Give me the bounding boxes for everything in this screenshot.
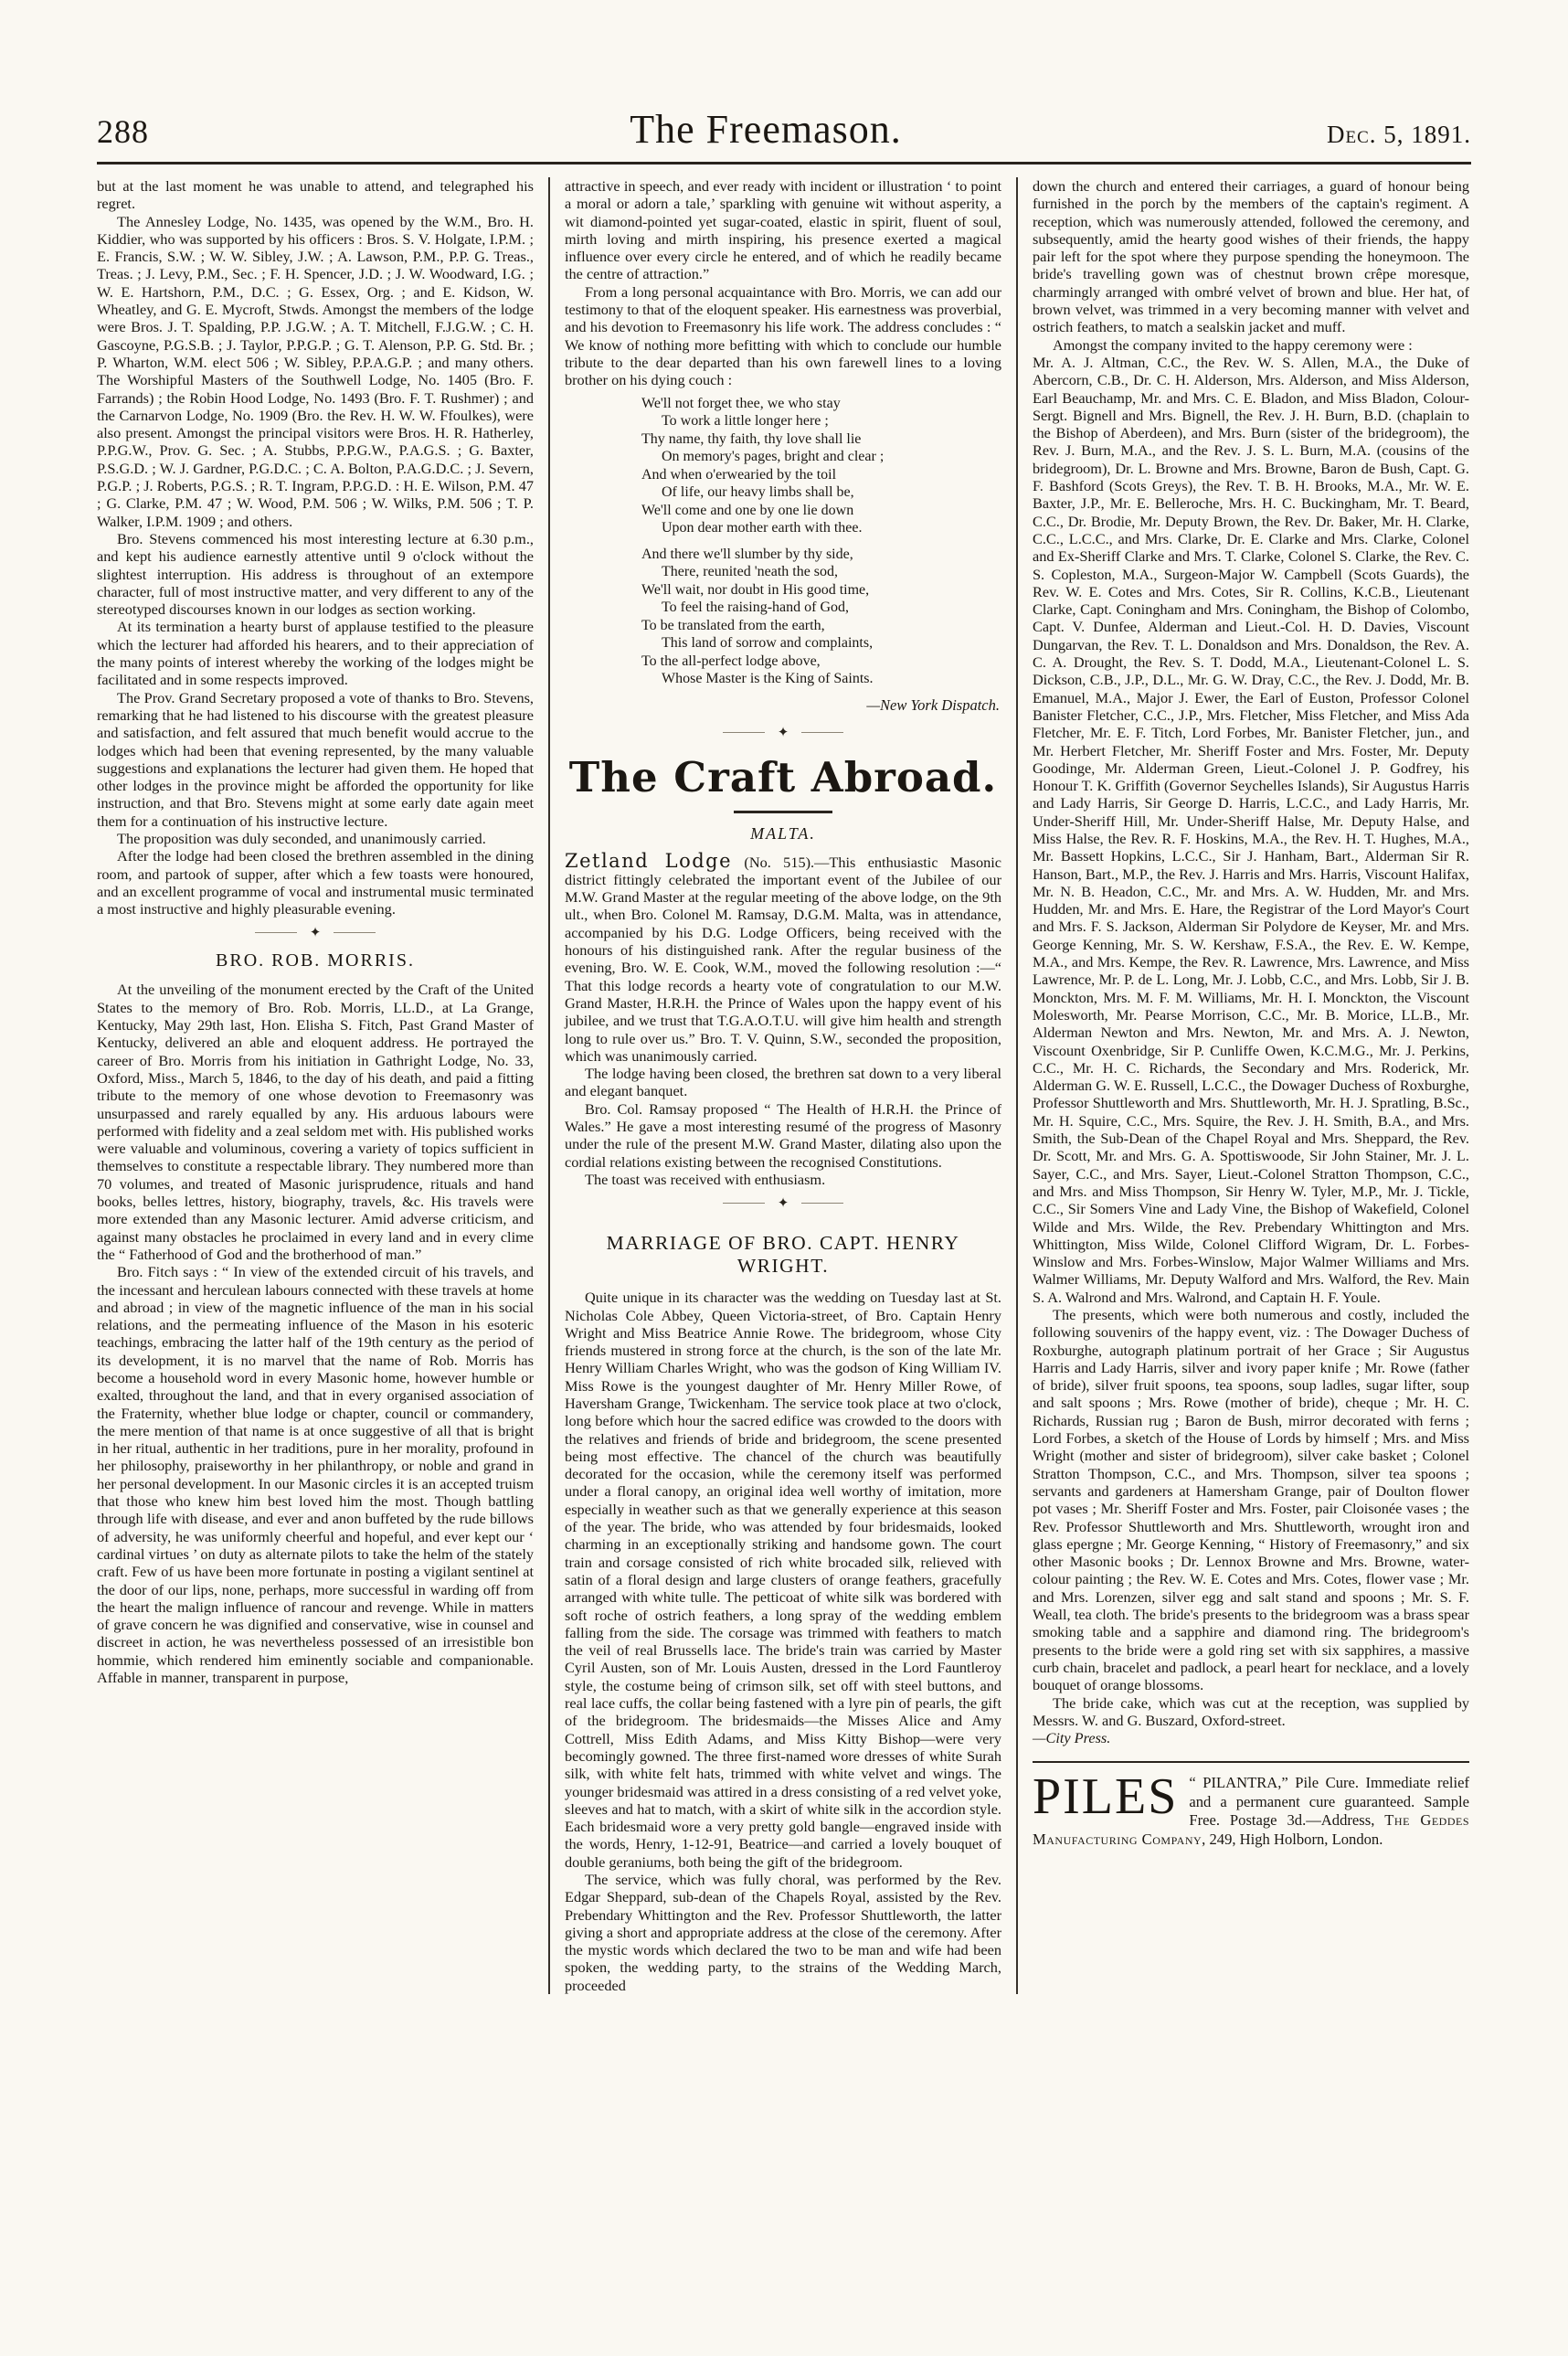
poem-line: We'll wait, nor doubt in His good time, xyxy=(641,581,870,598)
column-layout xyxy=(0,164,1568,1994)
poem-stanza-2 xyxy=(641,546,1001,688)
poem-attribution: —New York Dispatch. xyxy=(866,695,1000,714)
diamond-icon: ✦ xyxy=(309,925,322,940)
ad-company-name: The Geddes Manufacturing Company xyxy=(1033,1811,1469,1848)
poem-line: Upon dear mother earth with thee. xyxy=(662,520,863,536)
advertisement-pilantra xyxy=(1033,1768,1469,1849)
poem-line: To be translated from the earth, xyxy=(641,617,825,633)
poem-line: To feel the raising-hand of God, xyxy=(662,600,850,616)
divider-dash xyxy=(801,1203,843,1204)
column-2 xyxy=(565,177,1001,1994)
poem-line: And when o'erwearied by the toil xyxy=(641,466,837,483)
farewell-poem xyxy=(641,395,1001,688)
paragraph: Bro. Fitch says : “ In view of the extended circuit of his travels, and the incessant and herculean labours connected with these travels at home and abroad ; in view of the magnetic influence of the man in his social relations, and the permeating influence of the Mason in his esoteric teachings, embracing the latter half of the 19th century as the period of its development, it is no marvel that the name of Rob. Morris has become a household word in every Masonic home, however humble or exalted, throughout the land, and that in every organised association of the Fraternity, whether blue lodge or chapter, council or commandery, the mere mention of that name is at once suggestive of all that is bright in her ritual, authentic in her traditions, pure in her morality, profound in her philosophy, praiseworthy in her philanthropy, or noble and grand in her personal development. In our Masonic circles it is an accepted truism that those who knew him best loved him the most. Though battling through life with disease, and ever and anon buffeted by the rude billows of adversity, he was uniformly cheerful and hopeful, and ever kept our ‘ cardinal virtues ’ on duty as alternate pilots to take the helm of the stately craft. Few of us have been more fortunate in posting a vigilant sentinel at the door of our lips, none, perhaps, more successful in warding off from the heart the malign influence of rancour and revenge. While in matters of grave concern he was dignified and conservative, wise in counsel and discreet in action, he was nevertheless possessed of an irresistible bon hommie, which rendered him eminently sociable and companionable. Affable in manner, transparent in purpose, xyxy=(97,1263,534,1687)
paragraph: attractive in speech, and ever ready with incident or illustration ‘ to point a moral or adorn a tale,’ sparkling with genuine wit without asperity, a wit diamond-pointed yet sugar-coated, elastic in spirit, fluent of soul, mirth loving and mirth inspiring, his presence exerted a magical influence over every circle he entered, and of which he readily became the centre of attraction.” xyxy=(565,177,1001,283)
divider-dash xyxy=(255,932,297,933)
column-3 xyxy=(1033,177,1469,1994)
source-attribution: —City Press. xyxy=(1033,1729,1111,1747)
divider-dash xyxy=(334,932,376,933)
section-divider xyxy=(565,718,1001,748)
paragraph: The proposition was duly seconded, and unanimously carried. xyxy=(117,829,486,847)
page-title: The Freemason. xyxy=(630,107,902,152)
poem-line: And there we'll slumber by thy side, xyxy=(641,546,853,562)
diamond-icon: ✦ xyxy=(777,1195,789,1211)
paragraph-zetland-lodge xyxy=(565,849,1001,1066)
poem-line: Whose Master is the King of Saints. xyxy=(662,671,874,687)
article-heading-marriage: MARRIAGE OF BRO. CAPT. HENRY WRIGHT. xyxy=(606,1232,960,1278)
divider-dash xyxy=(801,732,843,733)
paragraph: Quite unique in its character was the wedding on Tuesday last at St. Nicholas Cole Abbey, Queen Victoria-street, of Bro. Captain Henry Wright and Miss Beatrice Annie Rowe. The bridegroom, whose City friends mustered in strong force at the church, is the son of the late Mr. Henry William Charles Wright, who was the godson of King William IV. Miss Rowe is the youngest daughter of Mr. Henry Miller Rowe, of Haversham Grange, Twickenham. The service took place at two o'clock, long before which hour the sacred edifice was crowded to the doors with the relatives and friends of bride and bridegroom, the scene presented being most effective. The chancel of the church was beautifully decorated for the occasion, while the ceremony itself was performed under a floral canopy, an original idea well worthy of imitation, more especially in weather such as that we generally experience at this season of the year. The bride, who was attended by four bridesmaids, looked charming in an exceptionally striking and handsome gown. The court train and corsage consisted of rich white brocaded silk, relieved with satin of a floral design and large clusters of orange feathers, gracefully arranged with white tulle. The petticoat of white silk was bordered with soft roche of ostrich feathers, a long spray of the wedding emblem falling from the side. The corsage was trimmed with feathers to match the veil of real Brussells lace. The bride's train was carried by Master Cyril Austen, son of Mr. Louis Austen, dressed in the Lord Fauntleroy style, the costume being of crimson silk, set off with steel buttons, and real lace cuffs, the collar being fastened with a lyre pin of pearls, the gift of the bridegroom. The bridesmaids—the Misses Alice and Amy Cottrell, Miss Edith Adams, and Miss Kitty Bishop—were very becomingly gowned. The three first-named wore dresses of white Surah silk, with white felt hats, trimmed with white velvet and wings. The younger bridesmaid was attired in a dress consisting of a red velvet yoke, sleeves and hat to match, with a skirt of white silk in the accordion style. Each bridesmaid wore a very pretty gold bangle—engraved inside with the words, Henry, 1-12-91, Beatrice—and carried a lovely bouquet of double geraniums, both being the gift of the bridegroom. xyxy=(565,1289,1001,1871)
paragraph: The service, which was fully choral, was performed by the Rev. Edgar Sheppard, sub-dean of the Chapels Royal, assisted by the Rev. Prebendary Whittington and the Rev. Professor Shuttleworth, the latter giving a short and appropriate address at the close of the ceremony. After the mystic words which declared the two to be man and wife had been spoken, the wedding party, to the strains of the Wedding March, proceeded xyxy=(565,1871,1001,1994)
section-divider xyxy=(97,918,534,947)
paragraph: Bro. Stevens commenced his most interesting lecture at 6.30 p.m., and kept his audience earnestly attentive until 9 o'clock without the slightest interruption. His address is throughout of an extempore character, full of most instructive matter, and very different to any of the stereotyped discourses known in our lodges as section working. xyxy=(97,529,534,619)
divider-dash xyxy=(723,732,765,733)
page-number: 288 xyxy=(97,113,149,150)
poem-line: To work a little longer here ; xyxy=(662,413,829,430)
column-rule xyxy=(1016,177,1018,1994)
diamond-icon: ✦ xyxy=(777,726,789,741)
paragraph: At the unveiling of the monument erected by the Craft of the United States to the memory of Bro. Rob. Morris, LL.D., at La Grange, Kentucky, May 29th last, Hon. Elisha S. Fitch, Past Grand Master of Kentucky, delivered an able and eloquent address. He portrayed the career of Bro. Morris from his initiation in Gathright Lodge, No. 33, Oxford, Miss., March 5, 1846, to the day of his death, and paid a fitting tribute to the memory of one whose devotion to Freemasonry was unsurpassed and rarely equalled by any. His arduous labours were performed with fidelity and a zeal seldom met with. His published works were valuable and voluminous, covering a variety of topics sufficient in themselves to constitute a respectable library. They numbered more than 70 volumes, and treated of Masonic jurisprudence, rituals and hand books, belles lettres, history, biography, travels, &c. His travels were more extended than any Masonic lecturer. Amid adverse criticism, and against many obstacles he proclaimed in every land and in every clime the “ Fatherhood of God and the brotherhood of man.” xyxy=(97,981,534,1263)
lodge-report-text: (No. 515).—This enthusiastic Masonic district fittingly celebrated the important event of the Jubilee of our M.W. Grand Master at the regular meeting of the above lodge, on the 9th ult., when Bro. Colonel M. Ramsay, D.G.M. Malta, was in attendance, accompanied by his D.G. Lodge Officers, being received with the honours of his distinguished rank. After the regular business of the evening, Bro. W. E. Cook, W.M., moved the following resolution :—“ That this lodge records a hearty vote of congratulation to our M.W. Grand Master, H.R.H. the Prince of Wales upon the happy event of his jubilee, and we trust that T.G.A.O.T.U. will give him health and strength long to rule over us.” Bro. T. V. Quinn, S.W., seconded the proposition, which was unanimously carried. xyxy=(565,853,1001,1065)
column-rule xyxy=(548,177,550,1994)
ad-text: “ PILANTRA,” Pile Cure. Immediate relief and a permanent cure guaranteed. Sample Free. Postage 3d.—Address, xyxy=(1189,1774,1469,1830)
advertisement-rule xyxy=(1033,1761,1469,1763)
paragraph: The toast was received with enthusiasm. xyxy=(585,1170,826,1188)
divider-dash xyxy=(723,1203,765,1204)
article-heading-rob-morris: BRO. ROB. MORRIS. xyxy=(216,950,415,971)
paragraph: After the lodge had been closed the brethren assembled in the dining room, and partook of supper, after which a few toasts were honoured, and an excellent programme of vocal and instrumental music terminated a most instructive and highly pleasurable evening. xyxy=(97,847,534,918)
ad-text: , 249, High Holborn, London. xyxy=(1202,1830,1383,1848)
paragraph-presents: The presents, which were both numerous and costly, included the following souvenirs of the happy event, viz. : The Dowager Duchess of Roxburghe, autograph platinum portrait of her Grace ; Sir Augustus Harris and Lady Harris, silver and ivory paper knife ; Mr. Rowe (father of bride), silver fruit spoons, tea spoons, soup ladles, sugar lifter, soup and salt spoons ; Mrs. Rowe (mother of bride), cheque ; Mr. H. C. Richards, Russian rug ; Baron de Bush, mirror decorated with ferns ; Lord Forbes, a sketch of the House of Lords by himself ; Mrs. and Miss Wright (mother and sister of bridegroom), silver cake basket ; Colonel Stratton Thompson, C.C., and Mrs. Thompson, silver tea spoons ; servants and gardeners at Hamersham Grange, pair of Doulton flower pot vases ; Mr. Sheriff Foster and Mrs. Foster, pair Cloisonée vases ; the Rev. Professor Shuttleworth and Mrs. Shuttleworth, wrought iron and glass epergne ; Mr. George Kenning, “ History of Freemasonry,” and six other Masonic books ; Dr. Lennox Browne and Mrs. Browne, water-colour painting ; the Rev. W. E. Cotes and Mrs. Cotes, flower vase ; Mr. and Mrs. Lorenzen, silver egg and salt stand and spoons ; Mr. S. F. Weall, tea cloth. The bride's presents to the bridegroom was a brass spear smoking table and a sapphire and diamond ring. The bridegroom's presents to the bride were a gold ring set with six sapphires, a massive curb chain, bracelet and padlock, a pearl heart for necklace, and a lovely bouquet of orange blossoms. xyxy=(1033,1306,1469,1694)
paragraph: At its termination a hearty burst of applause testified to the pleasure which the lecturer had afforded his hearers, and to their appreciation of the many points of interest whereby the working of the lodges might be facilitated and in some respects improved. xyxy=(97,618,534,689)
heading-rule xyxy=(734,811,832,813)
column-1 xyxy=(97,177,534,1994)
paragraph: Amongst the company invited to the happy ceremony were : xyxy=(1053,335,1413,354)
lodge-name-lead: Zetland Lodge xyxy=(565,849,733,872)
masthead xyxy=(0,0,1568,153)
poem-line: This land of sorrow and complaints, xyxy=(662,635,874,652)
poem-line: On memory's pages, bright and clear ; xyxy=(662,449,885,465)
poem-line: Of life, our heavy limbs shall be, xyxy=(662,484,854,501)
paragraph: The bride cake, which was cut at the reception, was supplied by Messrs. W. and G. Buszard, Oxford-street. xyxy=(1033,1693,1469,1729)
ad-display-word: PILES xyxy=(1033,1768,1179,1826)
subheading-malta: MALTA. xyxy=(750,823,816,843)
poem-line: To the all-perfect lodge above, xyxy=(641,653,821,669)
paragraph: The Prov. Grand Secretary proposed a vote of thanks to Bro. Stevens, remarking that he had listened to his discourse with the greatest pleasure and satisfaction, and felt assured that much benefit would accrue to the lodges which had been that evening represented, by the many valuable suggestions and explanations the lecturer had given them. He hoped that other lodges in the province might be afforded the opportunity for like instruction, and that Bro. Stevens might at some early date again meet them for a continuation of his instructive lecture. xyxy=(97,688,534,830)
paragraph: From a long personal acquaintance with Bro. Morris, we can add our testimony to that of the eloquent speaker. His earnestness was proverbial, and his devotion to Freemasonry his life work. The address concludes : “ We know of nothing more befitting with which to conclude our humble tribute to the dear departed than his own farewell lines to a loving brother on his dying couch : xyxy=(565,282,1001,389)
paragraph: down the church and entered their carriages, a guard of honour being furnished in the porch by the members of the captain's regiment. A reception, which was numerously attended, followed the ceremony, and subsequently, amid the hearty good wishes of their friends, the happy pair left for the spot where they purpose spending the honeymoon. The bride's travelling gown was of chestnut brown crêpe moresque, charmingly arranged with ombré velvet of brown and blue. Her hat, of brown velvet, was trimmed in a very becoming manner with velvet and ostrich feathers, to match a sealskin jacket and muff. xyxy=(1033,177,1469,336)
poem-line: There, reunited 'neath the sod, xyxy=(662,564,839,580)
section-heading-craft-abroad: The Craft Abroad. xyxy=(568,752,998,801)
poem-line: Thy name, thy faith, thy love shall lie xyxy=(641,430,862,447)
paragraph: Bro. Col. Ramsay proposed “ The Health of H.R.H. the Prince of Wales.” He gave a most interesting resumé of the progress of Masonry under the rule of the present M.W. Grand Master, dilating also upon the cordial relations existing between the recognised Constitutions. xyxy=(565,1099,1001,1171)
paragraph-guest-list: Mr. A. J. Altman, C.C., the Rev. W. S. Allen, M.A., the Duke of Abercorn, C.B., Dr. C. H. Alderson, Mrs. Alderson, and Miss Alderson, Earl Beauchamp, Mr. and Mrs. C. E. Bladon, and Miss Bladon, Colour-Sergt. Bignell and Mrs. Bignell, the Rev. J. H. Burn, B.D. (chaplain to the Bishop of Aberdeen), and Mrs. Burn (sister of the bridegroom), the Rev. J. Burn, M.A., and the Rev. J. S. L. Burn, M.A. (cousins of the bridegroom), Dr. L. Browne and Mrs. Browne, Baron de Bush, Capt. G. F. Bashford (Scots Greys), the Rev. T. B. H. Brooks, M.A., Mr. W. E. Baxter, J.P., Mr. E. Belleroche, Mrs. H. C. Buckingham, Mr. T. Beard, C.C., Dr. Brodie, Mr. Deputy Brown, the Rev. Dr. Baker, Mr. H. Clarke, C.C., L.C.C., and Mrs. Clarke, Dr. E. Clarke and Mrs. Clarke, Colonel and Ex-Sheriff Clarke and Mrs. T. Clarke, Colonel S. Clarke, the Rev. C. S. Copleston, M.A., Surgeon-Major W. Campbell (Scots Guards), the Rev. W. E. Cotes and Mrs. Cotes, Sir R. Collins, K.C.B., Lieutenant Clarke, Capt. Coningham and Mrs. Coningham, the Bishop of Colombo, Capt. V. Dunfee, Alderman and Lieut.-Col. H. D. Davies, Viscount Dungarvan, the Rev. T. L. Donaldson and Mrs. Donaldson, the Rev. A. C. A. Drought, the Rev. S. T. Dodd, M.A., Lieutenant-Colonel L. S. Dickson, C.B., J.P., D.L., Mr. G. W. Dray, C.C., the Rev. J. Dodd, Mr. B. Emanuel, M.A., Major J. Ewer, the Earl of Euston, Professor Colonel Banister Fletcher, C.C., J.P., Mrs. Fletcher, Miss Fletcher, and Miss Ada Fletcher, Mr. E. F. Titch, Lord Forbes, Mr. Banister Fletcher, jun., and Mr. Herbert Fletcher, Mr. Sheriff Foster and Mrs. Foster, Mr. Deputy Goodinge, Mr. Alderman Green, Lieut.-Colonel J. P. Godfrey, his Honour T. K. Griffith (Governor Seychelles Islands), Sir Augustus Harris and Lady Harris, Sir George D. Harris, L.C.C., and Lady Harris, Mr. Under-Sheriff Hill, Mr. Under-Sheriff Halse, Mr. Deputy Halse, and Miss Halse, the Rev. R. F. Hoskins, M.A., the Rev. H. T. Hughes, M.A., Mr. Bassett Hopkins, L.C.C., Sir J. Hanham, Bart., Alderman Sir R. Hanson, Bart., M.P., the Rev. J. Harris and Mrs. Harris, Viscount Halifax, Mr. N. B. Headon, C.C., Mr. and Mrs. A. W. Hudden, Mr. and Mrs. Hudden, Mr. and Mrs. E. Hare, the Registrar of the Lord Mayor's Court and Mrs. F. S. Jackson, Alderman Sir Polydore de Keyser, Mr. and Mrs. George Kenning, Mr. S. W. Kershaw, F.S.A., the Rev. E. W. Kempe, M.A., and Mrs. Kempe, the Rev. R. Lawrence, Mrs. Lawrence, and Miss Lawrence, Mr. P. de L. Long, Mr. J. Lobb, C.C., and Mrs. Lobb, Sir J. B. Monckton, Mrs. M. F. M. Williams, Mr. H. I. Monckton, the Viscount Molesworth, Mr. Pearse Morrison, C.C., Mr. B. Morice, LL.B., Mr. Alderman Newton and Mrs. Newton, Mr. and Mrs. A. J. Newton, Viscount Oxenbridge, Sir P. Cunliffe Owen, K.C.M.G., Mr. J. Perkins, C.C., Mr. H. C. Richards, the Secondary and Mrs. Roderick, Mr. Alderman G. W. E. Russell, L.C.C., the Dowager Duchess of Roxburghe, Professor Shuttleworth and Mrs. Shuttleworth, Mr. H. J. Spratling, B.Sc., Mr. H. Squire, C.C., Mrs. Squire, the Rev. J. H. Smith, B.A., and Mrs. Smith, the Sub-Dean of the Chapel Royal and Mrs. Sheppard, the Rev. Dr. Scott, Mr. and Mrs. G. A. Spottiswoode, Sir John Stainer, Mr. J. L. Sayer, C.C., and Mrs. Sayer, Lieut.-Colonel Stratton Thompson, C.C., and Mrs. and Miss Thompson, Sir Henry W. Tyler, M.P., Mr. J. Tickle, C.C., Sir Somers Vine and Lady Vine, the Bishop of Wakefield, Colonel Wilde and Mrs. Wilde, the Rev. Prebendary Whittington and Mrs. Whittington, Miss Wilde, Colonel Clifford Wigram, Dr. L. Forbes-Winslow and Mrs. Forbes-Winslow, Major Walmer Williams and Mrs. Walmer Williams, Mr. Deputy Walford and Mrs. Walford, the Rev. Main S. A. Walrond and Mrs. Walrond, and Captain H. F. Youle. xyxy=(1033,353,1469,1306)
paragraph: The Annesley Lodge, No. 1435, was opened by the W.M., Bro. H. Kiddier, who was supported by his officers : Bros. S. V. Holgate, I.P.M. ; E. Francis, S.W. ; W. W. Sibley, J.W. ; A. Lawson, P.M., P.P. G. Treas., Treas. ; J. Levy, P.M., Sec. ; F. H. Spencer, J.D. ; J. W. Woodward, I.G. ; W. E. Hartshorn, P.M., D.C. ; G. Essex, Org. ; and E. Kidson, W. Wheatley, and G. E. Mycroft, Stwds. Amongst the members of the lodge were Bros. J. T. Spalding, P.P. J.G.W. ; A. T. Mitchell, F.J.G.W. ; C. H. Gascoyne, P.G.S.B. ; J. Taylor, P.P.G.P. ; G. T. Alenson, P.P. G. Std. Br. ; P. Wharton, W.M. elect 506 ; W. Sibley, P.P.A.G.P. ; and many others. The Worshipful Masters of the Southwell Lodge, No. 1405 (Bro. F. Farrands) ; the Robin Hood Lodge, No. 1493 (Bro. F. T. Rushmer) ; and the Carnarvon Lodge, No. 1909 (Bro. the Rev. H. W. W. Ffoulkes), were also present. Amongst the principal visitors were Bros. H. R. Hatherley, P.P.G.W., Prov. G. Sec. ; A. Stubbs, P.P.G.W., P.A.G.S. ; G. Baxter, P.S.G.D. ; W. J. Gardner, P.G.D.C. ; C. A. Bolton, P.A.G.D.C. ; J. Severn, P.G.P. ; J. Roberts, P.G.S. ; R. T. Ingram, P.P.G.D. : H. E. Wilson, P.M. 47 ; G. Clarke, P.M. 47 ; W. Wood, P.M. 506 ; W. Wilks, P.M. 506 ; T. P. Walker, I.P.M. 1909 ; and others. xyxy=(97,212,534,530)
section-divider xyxy=(565,1188,1001,1217)
paragraph: but at the last moment he was unable to attend, and telegraphed his regret. xyxy=(97,177,534,213)
poem-line: We'll not forget thee, we who stay xyxy=(641,395,841,411)
poem-stanza-1 xyxy=(641,395,1001,537)
poem-line: We'll come and one by one lie down xyxy=(641,502,854,518)
page-date: Dec. 5, 1891. xyxy=(1326,121,1471,148)
paragraph: The lodge having been closed, the brethren sat down to a very liberal and elegant banquet. xyxy=(565,1065,1001,1100)
